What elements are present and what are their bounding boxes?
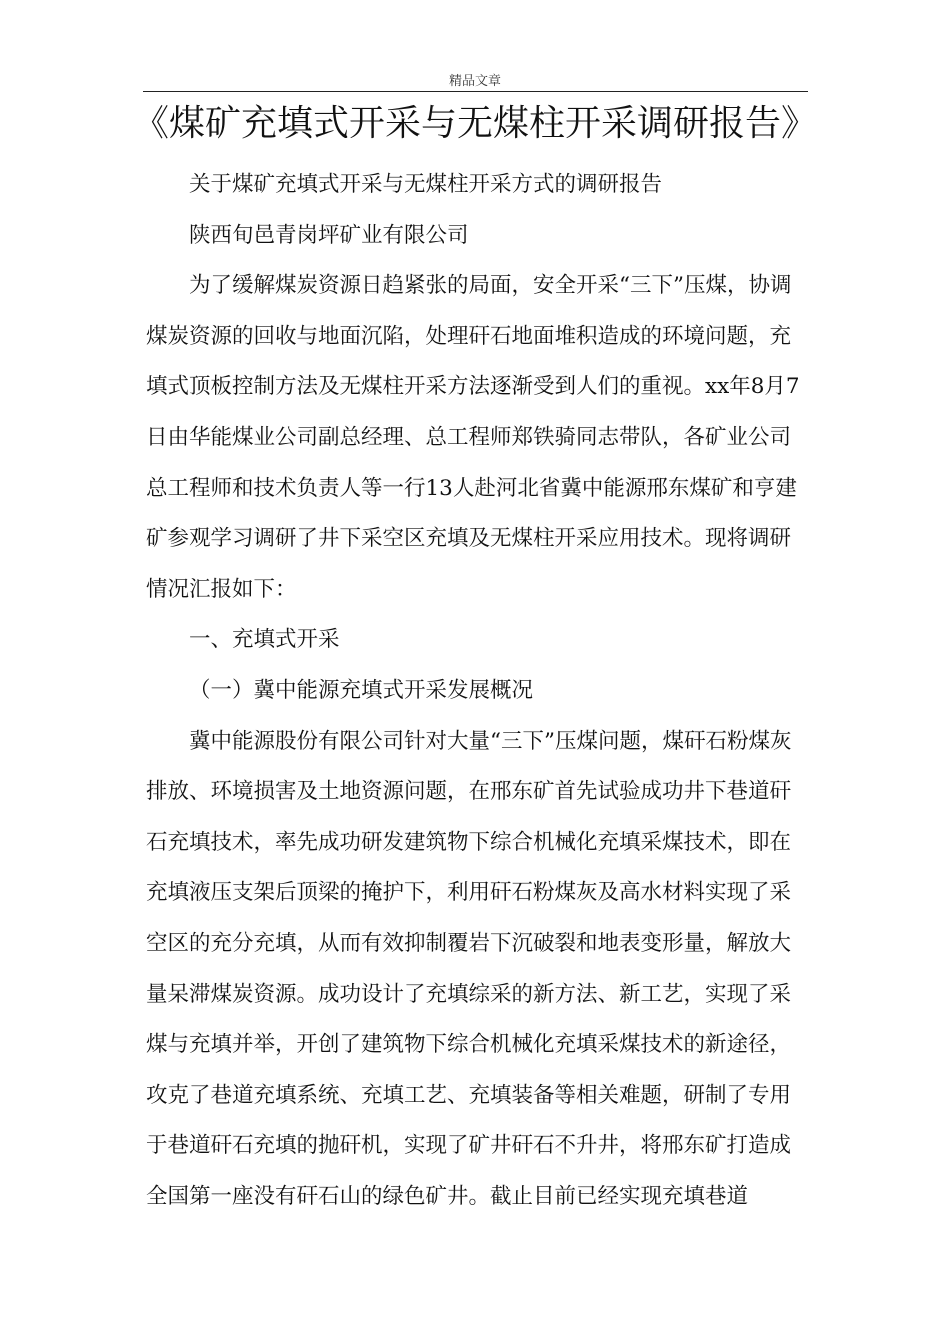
page-header: 精品文章 (448, 74, 501, 89)
subsection-heading: （一）冀中能源充填式开采发展概况 (189, 677, 534, 703)
document-title: 《煤矿充填式开采与无煤柱开采调研报告》 (132, 103, 817, 144)
section-heading: 一、充填式开采 (189, 627, 340, 653)
subtitle-paragraph: 关于煤矿充填式开采与无煤柱开采方式的调研报告 (189, 172, 663, 197)
body-paragraph: 冀中能源股份有限公司针对大量“三下”压煤问题，煤矸石粉煤灰排放、环境损害及土地资源问题，在邢东矿首先试验成功井下巷道矸石充填技术，率先成功研发建筑物下综合机械化充填采煤技术，即在充填液压支架后顶梁的掩护下，利用矸石粉煤灰及高水材料实现了采空区的充分充填，从而有效抑制覆岩下沉破裂和地表变形量，解放大量呆滞煤炭资源。成功设计了充填综采的新方法、新工艺，实现了采煤与充填并举，开创了建筑物下综合机械化充填采煤技术的新途径，攻克了巷道充填系统、充填工艺、充填装备等相关难题，研制了专用于巷道矸石充填的抛矸机，实现了矿井矸石不升井，将邢东矿打造成全国第一座没有矸石山的绿色矿井。截止目前已经实现充填巷道 (146, 728, 792, 1209)
header-divider (143, 91, 808, 92)
intro-paragraph: 为了缓解煤炭资源日趋紧张的局面，安全开采“三下”压煤，协调煤炭资源的回收与地面沉陷，处理矸石地面堆积造成的环境问题，充填式顶板控制方法及无煤柱开采方法逐渐受到人们的重视。xx年8月7日由华能煤业公司副总经理、总工程师郑铁骑同志带队，各矿业公司总工程师和技术负责人等一行13人赴河北省冀中能源邢东煤矿和亨建矿参观学习调研了井下采空区充填及无煤柱开采应用技术。现将调研情况汇报如下： (146, 273, 800, 602)
company-paragraph: 陕西旬邑青岗坪矿业有限公司 (189, 222, 469, 248)
document-body (146, 160, 810, 1222)
